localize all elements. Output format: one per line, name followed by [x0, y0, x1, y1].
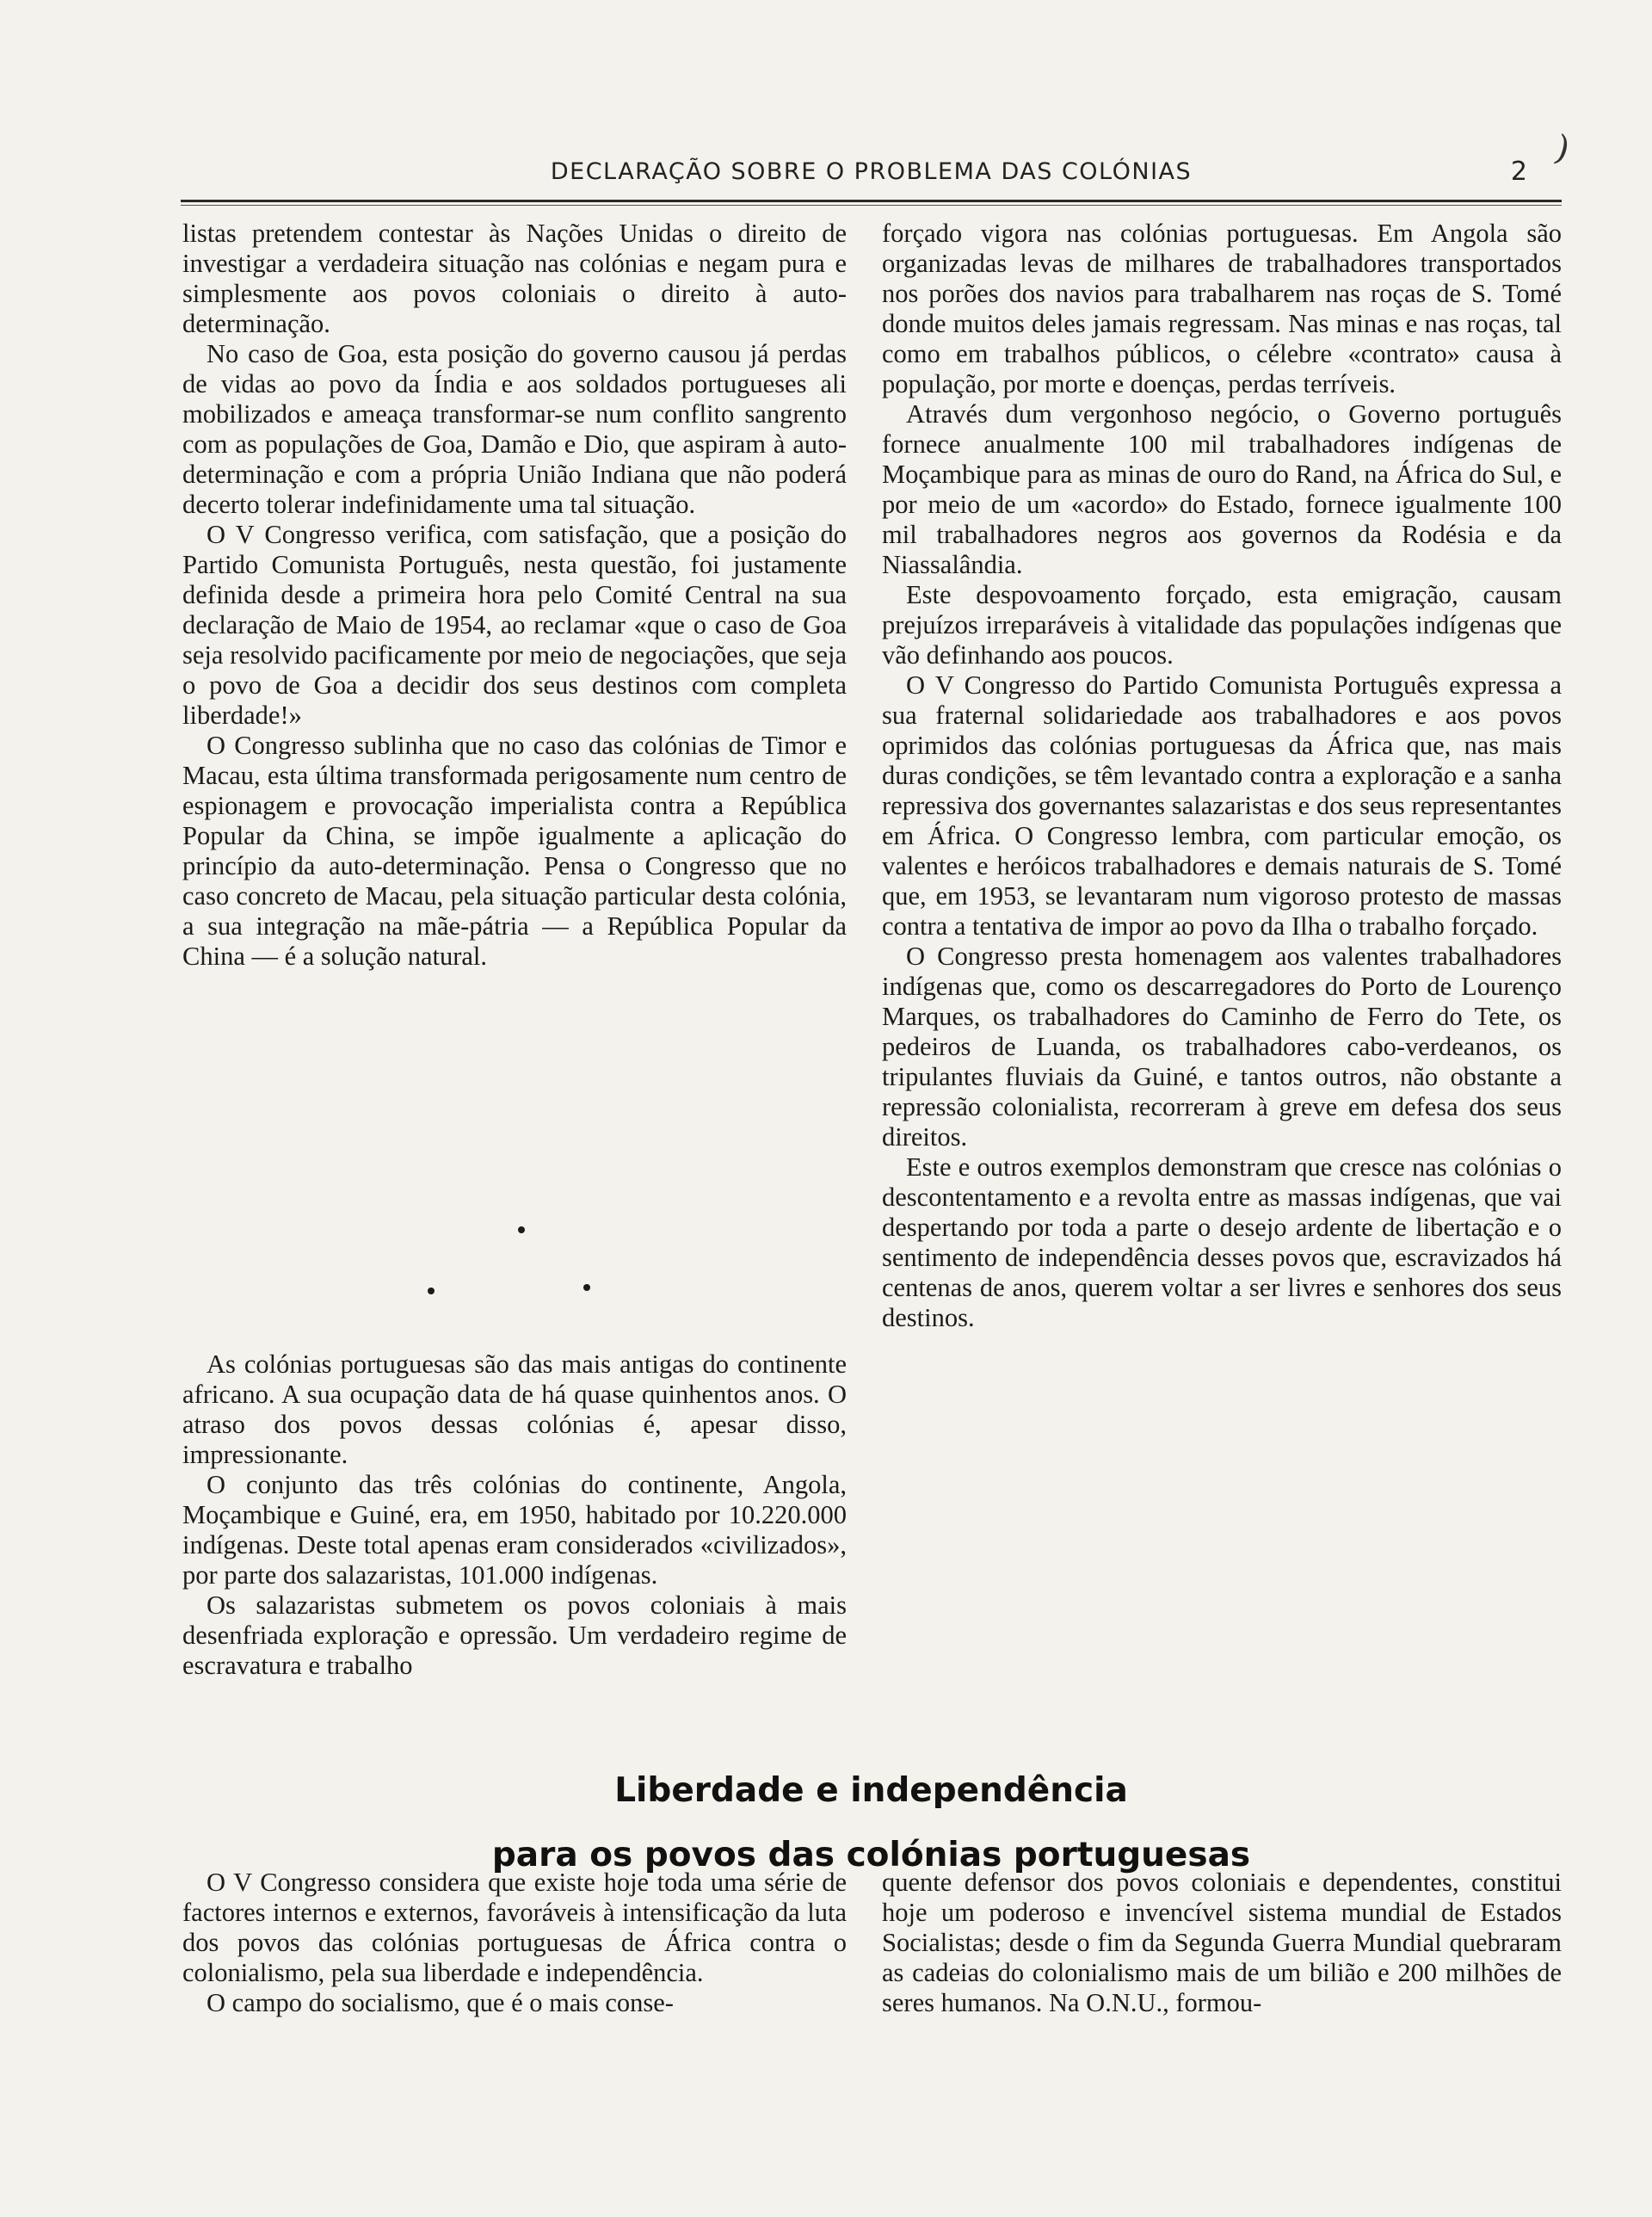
ornament-dot: [428, 1288, 435, 1294]
paragraph: Este despovoamento forçado, esta emigração, causam prejuízos irreparáveis à vitalidade das populações indígenas que vão definhando aos poucos.: [882, 580, 1562, 670]
paragraph: O Congresso sublinha que no caso das colónias de Timor e Macau, esta última transformada perigosamente num centro de espionagem e provocação imperialista contra a República Popular da China, se impõe igualmente a aplicação do princípio da auto-determinação. Pensa o Congresso que no caso concreto de Macau, pela situação particular desta colónia, a sua integração na mãe-pátria — a República Popular da China — é a solução natural.: [182, 731, 847, 971]
paragraph: O Congresso presta homenagem aos valentes trabalhadores indígenas que, como os descarregadores do Porto de Lourenço Marques, os trabalhadores do Caminho de Ferro do Tete, os pedeiros de Luanda, os trabalhadores cabo-verdeanos, os tripulantes fluviais da Guiné, e tantos outros, não obstante a repressão colonialista, recorreram à greve em defesa dos seus direitos.: [882, 942, 1562, 1152]
paragraph: Este e outros exemplos demonstram que cresce nas colónias o descontentamento e a revolta entre as massas indígenas, que vai despertando por toda a parte o desejo ardente de libertação e o sentimento de independência desses povos que, escravizados há centenas de anos, querem voltar a ser livres e senhores dos seus destinos.: [882, 1152, 1562, 1332]
left-column-bottom: [182, 1868, 847, 2018]
ornament-dot: [518, 1226, 525, 1233]
paragraph: forçado vigora nas colónias portuguesas. Em Angola são organizadas levas de milhares de trabalhadores transportados nos porões dos navios para trabalharem nas roças de S. Tomé donde muitos deles jamais regressam. Nas minas e nas roças, tal como em trabalhos públicos, o célebre «contrato» causa à população, por morte e doenças, perdas terríveis.: [882, 219, 1562, 398]
ornament-dot: [583, 1284, 590, 1291]
header-title: DECLARAÇÃO SOBRE O PROBLEMA DAS COLÓNIAS: [550, 158, 1193, 185]
section-subheading: para os povos das colónias portuguesas: [491, 1836, 1251, 1874]
right-column-bottom: [882, 1868, 1562, 2018]
page-number: 2: [1510, 157, 1527, 187]
header-rule: [181, 200, 1562, 202]
paragraph: Através dum vergonhoso negócio, o Governo português fornece anualmente 100 mil trabalhadores indígenas de Moçambique para as minas de ouro do Rand, na África do Sul, e por meio de um «acordo» do Estado, fornece igualmente 100 mil trabalhadores negros aos governos da Rodésia e da Niassalândia.: [882, 399, 1562, 579]
paragraph: As colónias portuguesas são das mais antigas do continente africano. A sua ocupação data de há quase quinhentos anos. O atraso dos povos dessas colónias é, apesar disso, impressionante.: [182, 1349, 847, 1469]
section-heading: Liberdade e independência: [614, 1771, 1128, 1810]
paragraph: O V Congresso verifica, com satisfação, que a posição do Partido Comunista Português, nesta questão, foi justamente definida desde a primeira hora pelo Comité Central na sua declaração de Maio de 1954, ao reclamar «que o caso de Goa seja resolvido pacificamente por meio de negociações, que seja o povo de Goa a decidir dos seus destinos com completa liberdade!»: [182, 520, 847, 730]
paragraph: O V Congresso do Partido Comunista Português expressa a sua fraternal solidariedade aos trabalhadores e aos povos oprimidos das colónias portuguesas da África que, nas mais duras condições, se têm levantado contra a exploração e a sanha repressiva dos governantes salazaristas e dos seus representantes em África. O Congresso lembra, com particular emoção, os valentes e heróicos trabalhadores e demais naturais de S. Tomé que, em 1953, se levantaram num vigoroso protesto de massas contra a tentativa de impor ao povo da Ilha o trabalho forçado.: [882, 670, 1562, 941]
running-header: [181, 157, 1562, 198]
header-rule-thin: [181, 205, 1562, 206]
paragraph: O V Congresso considera que existe hoje toda uma série de factores internos e externos, favoráveis à intensificação da luta dos povos das colónias portuguesas de África contra o colonialismo, pela sua liberdade e independência.: [182, 1868, 847, 1987]
left-column-top: [182, 219, 847, 972]
right-column-top: [882, 219, 1562, 1333]
paragraph: O campo do socialismo, que é o mais conse-: [206, 1988, 674, 2017]
paragraph: listas pretendem contestar às Nações Unidas o direito de investigar a verdadeira situação nas colónias e negam pura e simplesmente aos povos coloniais o direito à auto-determinação.: [182, 219, 847, 338]
left-column-middle: [182, 1349, 847, 1681]
paragraph: Os salazaristas submetem os povos coloniais à mais desenfriada exploração e opressão. Um verdadeiro regime de escravatura e trabalho: [182, 1590, 847, 1680]
margin-pencil-mark: ): [1550, 127, 1575, 170]
paragraph: No caso de Goa, esta posição do governo causou já perdas de vidas ao povo da Índia e aos soldados portugueses ali mobilizados e ameaça transformar-se num conflito sangrento com as populações de Goa, Damão e Dio, que aspiram à auto-determinação e com a própria União Indiana que não poderá decerto tolerar indefinidamente uma tal situação.: [182, 339, 847, 519]
paragraph: quente defensor dos povos coloniais e dependentes, constitui hoje um poderoso e invencível sistema mundial de Estados Socialistas; desde o fim da Segunda Guerra Mundial quebraram as cadeias do colonialismo mais de um bilião e 200 milhões de seres humanos. Na O.N.U., formou-: [882, 1868, 1562, 2017]
paragraph: O conjunto das três colónias do continente, Angola, Moçambique e Guiné, era, em 1950, habitado por 10.220.000 indígenas. Deste total apenas eram considerados «civilizados», por parte dos salazaristas, 101.000 indígenas.: [182, 1470, 847, 1590]
